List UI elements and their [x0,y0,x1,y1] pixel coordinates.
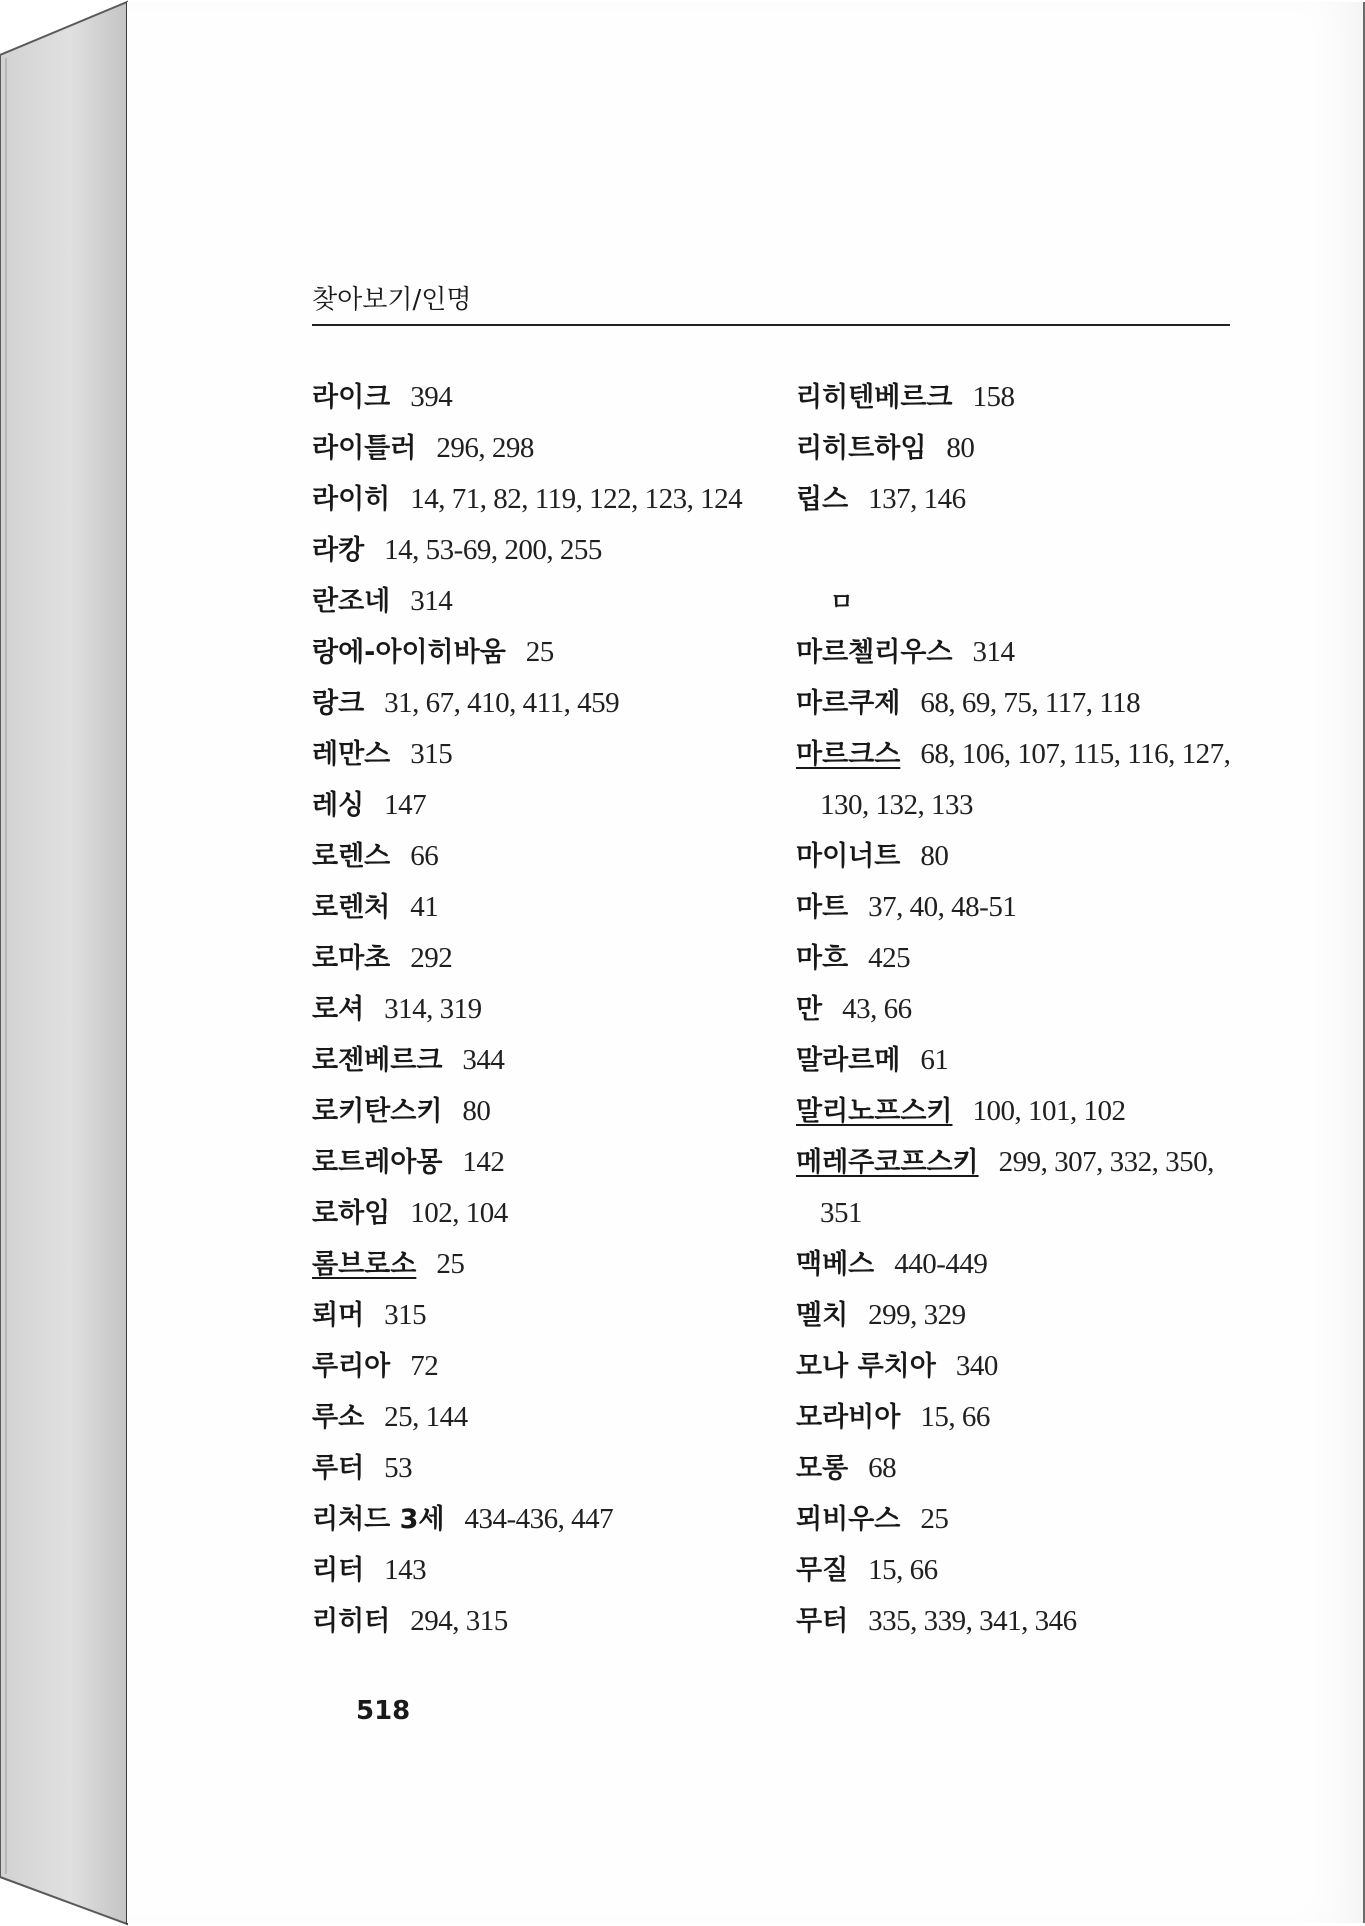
index-entry [312,882,782,933]
index-entry [796,729,1236,780]
index-entry [796,1392,1236,1443]
entry-pages: 25 [525,636,554,668]
index-entry [796,1341,1236,1392]
entry-name: 란조네 [312,586,391,617]
entry-pages: 296, 298 [436,432,534,464]
entry-name: 로하임 [312,1198,391,1229]
entry-name: 마트 [796,892,849,923]
entry-name: 로렌스 [312,841,391,872]
entry-name: 마르첼리우스 [796,637,953,668]
entry-name: 립스 [796,484,849,515]
entry-pages: 158 [972,381,1015,413]
index-entry [796,933,1236,984]
entry-name: 마흐 [796,943,849,974]
entry-pages: 143 [384,1554,427,1586]
index-column-right [796,372,1236,1647]
entry-name: 루소 [312,1402,365,1433]
index-entry [312,1341,782,1392]
entry-pages: 137, 146 [868,483,966,515]
entry-pages: 41 [410,891,439,923]
entry-name: 맥베스 [796,1249,875,1280]
index-entry [796,1494,1236,1545]
section-letter: ㅁ [830,588,854,616]
entry-name: 메레주코프스키 [796,1147,979,1178]
entry-pages: 68, 69, 75, 117, 118 [920,687,1141,719]
entry-pages: 292 [410,942,453,974]
entry-name: 말라르메 [796,1045,901,1076]
entry-pages: 80 [946,432,975,464]
index-entry [312,984,782,1035]
entry-name: 만 [796,994,823,1025]
entry-name: 리처드 3세 [312,1504,445,1535]
index-entry [796,1035,1236,1086]
entry-pages: 66 [410,840,439,872]
entry-pages: 25 [436,1248,465,1280]
entry-name: 리터 [312,1555,365,1586]
entry-name: 뫼비우스 [796,1504,901,1535]
entry-pages: 425 [868,942,911,974]
entry-name: 멜치 [796,1300,849,1331]
index-entry-continuation [796,1188,1236,1239]
entry-pages: 394 [410,381,453,413]
entry-pages: 314 [410,585,453,617]
entry-pages: 294, 315 [410,1605,508,1637]
entry-name: 로트레아몽 [312,1147,443,1178]
entry-name: 로셔 [312,994,365,1025]
index-entry [312,1392,782,1443]
entry-pages: 299, 329 [868,1299,966,1331]
index-entry [796,423,1236,474]
entry-name: 라이크 [312,382,391,413]
entry-pages: 31, 67, 410, 411, 459 [384,687,620,719]
entry-name: 로렌처 [312,892,391,923]
index-entry [796,627,1236,678]
entry-pages: 37, 40, 48-51 [868,891,1017,923]
entry-name: 루리아 [312,1351,391,1382]
index-entry [312,627,782,678]
entry-pages: 130, 132, 133 [820,789,973,821]
entry-pages: 142 [462,1146,505,1178]
index-entry [796,1596,1236,1647]
entry-pages: 351 [820,1197,862,1229]
index-entry [312,525,782,576]
entry-name: 마이너트 [796,841,901,872]
entry-pages: 340 [955,1350,998,1382]
index-entry [796,372,1236,423]
index-entry [312,1035,782,1086]
index-entry [312,1494,782,1545]
index-entry [796,678,1236,729]
entry-pages: 100, 101, 102 [972,1095,1126,1127]
index-entry [796,1239,1236,1290]
index-entry [796,474,1236,525]
entry-name: 리히트하임 [796,433,927,464]
index-entry [312,372,782,423]
entry-name: 모라비아 [796,1402,901,1433]
entry-name: 모나 루치아 [796,1351,936,1382]
entry-pages: 344 [462,1044,505,1076]
entry-pages: 80 [920,840,949,872]
index-entry [796,1443,1236,1494]
index-entry [796,984,1236,1035]
entry-name: 라캉 [312,535,365,566]
entry-name: 모롱 [796,1453,849,1484]
entry-pages: 15, 66 [920,1401,990,1433]
index-entry [312,1290,782,1341]
entry-name: 마르크스 [796,739,901,770]
entry-pages: 314 [972,636,1015,668]
entry-pages: 25, 144 [384,1401,468,1433]
entry-pages: 43, 66 [842,993,912,1025]
entry-pages: 80 [462,1095,491,1127]
section-gap [796,525,1236,576]
entry-name: 리히텐베르크 [796,382,953,413]
entry-name: 로마초 [312,943,391,974]
entry-name: 로키탄스키 [312,1096,443,1127]
index-entry [312,423,782,474]
entry-pages: 61 [920,1044,949,1076]
entry-name: 랑크 [312,688,365,719]
entry-pages: 72 [410,1350,439,1382]
entry-pages: 25 [920,1503,949,1535]
entry-pages: 147 [384,789,427,821]
index-entry [312,1545,782,1596]
entry-name: 리히터 [312,1606,391,1637]
index-entry [796,831,1236,882]
index-entry [312,729,782,780]
entry-name: 마르쿠제 [796,688,901,719]
index-entry [312,678,782,729]
entry-pages: 315 [384,1299,427,1331]
index-entry-continuation [796,780,1236,831]
index-entry [312,1086,782,1137]
section-heading [796,576,1236,627]
page-header [312,282,1230,326]
entry-pages: 315 [410,738,453,770]
entry-name: 랑에-아이히바움 [312,637,506,668]
entry-name: 레싱 [312,790,365,821]
index-entry [796,1137,1236,1188]
index-entry [312,1596,782,1647]
entry-pages: 53 [384,1452,413,1484]
page-number: 518 [356,1696,411,1726]
index-entry [312,780,782,831]
index-entry [312,933,782,984]
entry-pages: 15, 66 [868,1554,938,1586]
entry-name: 라이히 [312,484,391,515]
index-entry [312,474,782,525]
index-entry [796,882,1236,933]
index-entry [312,1239,782,1290]
index-column-left [312,372,782,1647]
entry-name: 로젠베르크 [312,1045,443,1076]
index-entry [312,1188,782,1239]
entry-name: 무질 [796,1555,849,1586]
index-entry [796,1290,1236,1341]
index-entry [312,576,782,627]
entry-pages: 299, 307, 332, 350, [998,1146,1214,1178]
index-entry [312,831,782,882]
entry-name: 말리노프스키 [796,1096,953,1127]
entry-pages: 314, 319 [384,993,482,1025]
entry-pages: 335, 339, 341, 346 [868,1605,1077,1637]
entry-pages: 68, 106, 107, 115, 116, 127, [920,738,1231,770]
entry-name: 레만스 [312,739,391,770]
entry-pages: 68 [868,1452,897,1484]
index-entry [312,1443,782,1494]
entry-pages: 434-436, 447 [464,1503,614,1535]
index-entry [312,1137,782,1188]
entry-pages: 14, 53-69, 200, 255 [384,534,602,566]
entry-pages: 14, 71, 82, 119, 122, 123, 124 [410,483,743,515]
entry-pages: 440-449 [894,1248,988,1280]
header-title: 찾아보기/인명 [312,285,472,315]
entry-name: 뢰머 [312,1300,365,1331]
entry-name: 라이틀러 [312,433,417,464]
entry-name: 롬브로소 [312,1249,417,1280]
entry-name: 루터 [312,1453,365,1484]
index-entry [796,1545,1236,1596]
entry-name: 무터 [796,1606,849,1637]
index-entry [796,1086,1236,1137]
entry-pages: 102, 104 [410,1197,508,1229]
